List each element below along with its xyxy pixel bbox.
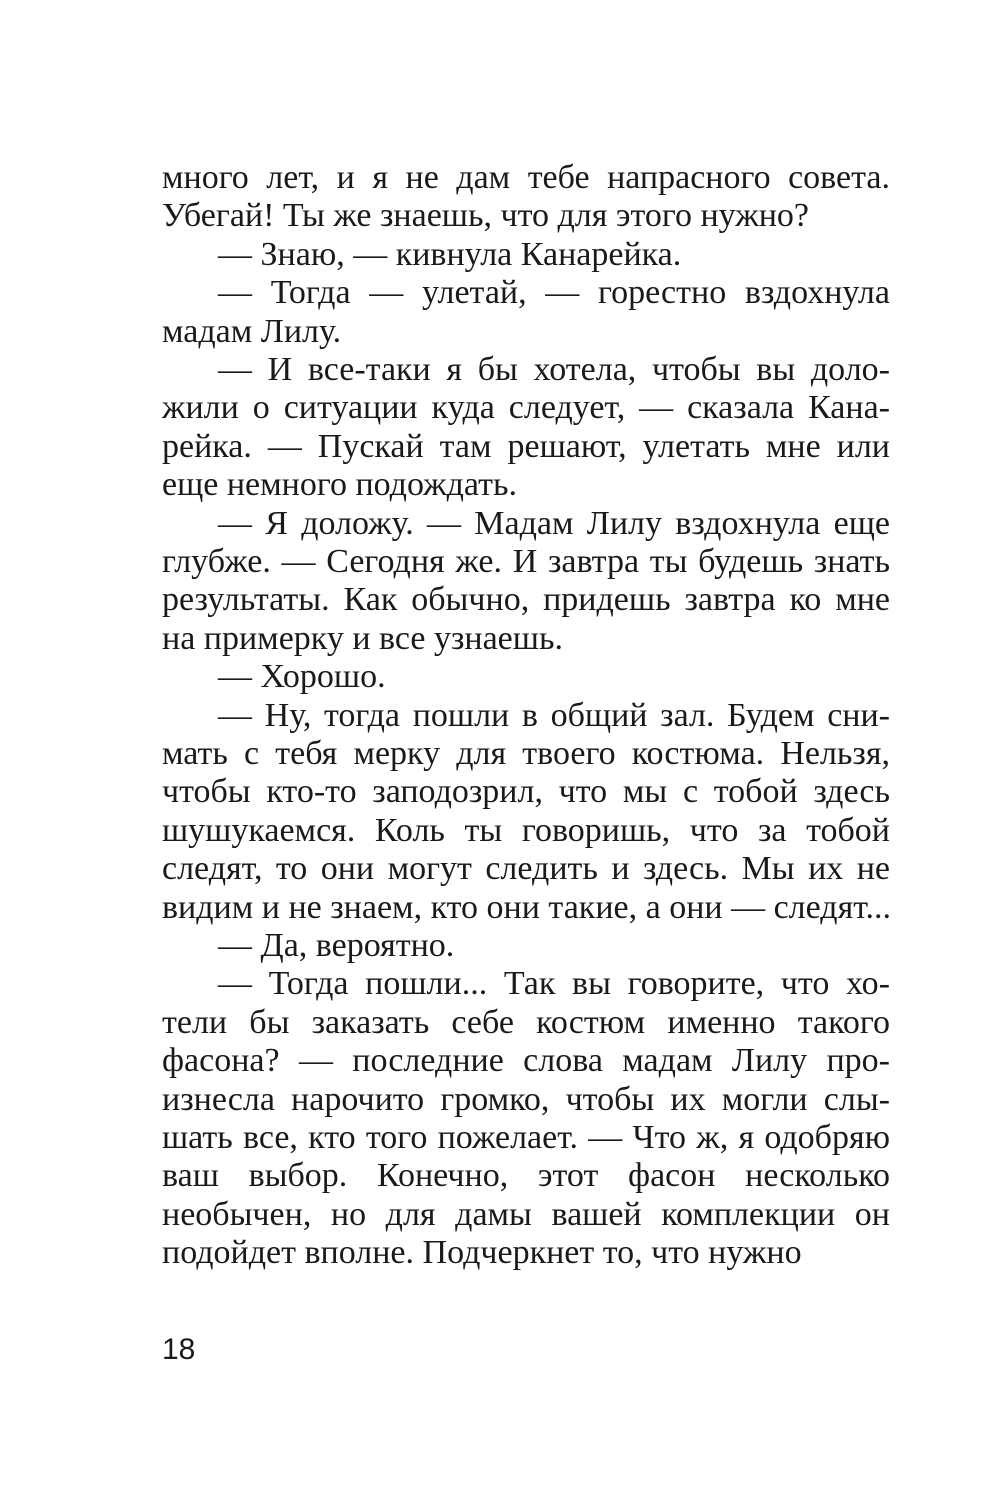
text-line: глубже. — Сегодня же. И завтра ты будешь знать [162,543,890,580]
text-line: мадам Лилу. [162,312,342,350]
text-line: шать все, кто того пожелает. — Что ж, я одобряю [162,1119,890,1156]
text-line: — Тогда — улетай, — горестно вздохнула [218,274,890,312]
text-line: ваш выбор. Конечно, этот фасон несколько [162,1157,890,1195]
text-line: на примерку и все узнаешь. [162,619,563,657]
text-line: чтобы кто-то заподозрил, что мы с тобой здесь [162,773,890,811]
text-line: еще немного подождать. [162,466,517,504]
text-line: — Знаю, — кивнула Канарейка. [218,235,682,273]
text-line: результаты. Как обычно, придешь завтра ко мне [162,581,890,619]
text-line: рейка. — Пускай там решают, улетать мне или [162,427,890,465]
page-number: 18 [162,1333,196,1366]
text-line: — Ну, тогда пошли в общий зал. Будем сни- [218,696,890,734]
text-line: — Я доложу. — Мадам Лилу вздохнула еще [218,504,890,542]
text-line: подойдет вполне. Подчеркнет то, что нужно [162,1234,802,1272]
text-line: видим и не знаем, кто они такие, а они — следят... [162,888,892,926]
text-line: мать с тебя мерку для твоего костюма. Нельзя, [162,735,890,772]
text-line: — Да, вероятно. [218,927,455,964]
text-line: много лет, и я не дам тебе напрасного совета. [162,159,890,196]
text-line: Убегай! Ты же знаешь, что для этого нужно? [162,197,810,235]
text-line: жили о ситуации куда следует, — сказала Кана- [162,389,890,427]
text-line: — Тогда пошли... Так вы говорите, что хо- [218,965,890,1003]
text-line: тели бы заказать себе костюм именно такого [162,1003,890,1041]
text-line: необычен, но для дамы вашей комплекции он [162,1195,890,1233]
text-line: — Хорошо. [218,658,386,696]
text-line: изнесла нарочито громко, чтобы их могли слы- [162,1080,890,1118]
text-line: фасона? — последние слова мадам Лилу про- [162,1042,890,1080]
text-line: — И все-таки я бы хотела, чтобы вы доло- [218,351,890,388]
text-line: шушукаемся. Коль ты говоришь, что за тобой [162,811,890,849]
text-line: следят, то они могут следить и здесь. Мы их не [162,850,890,888]
